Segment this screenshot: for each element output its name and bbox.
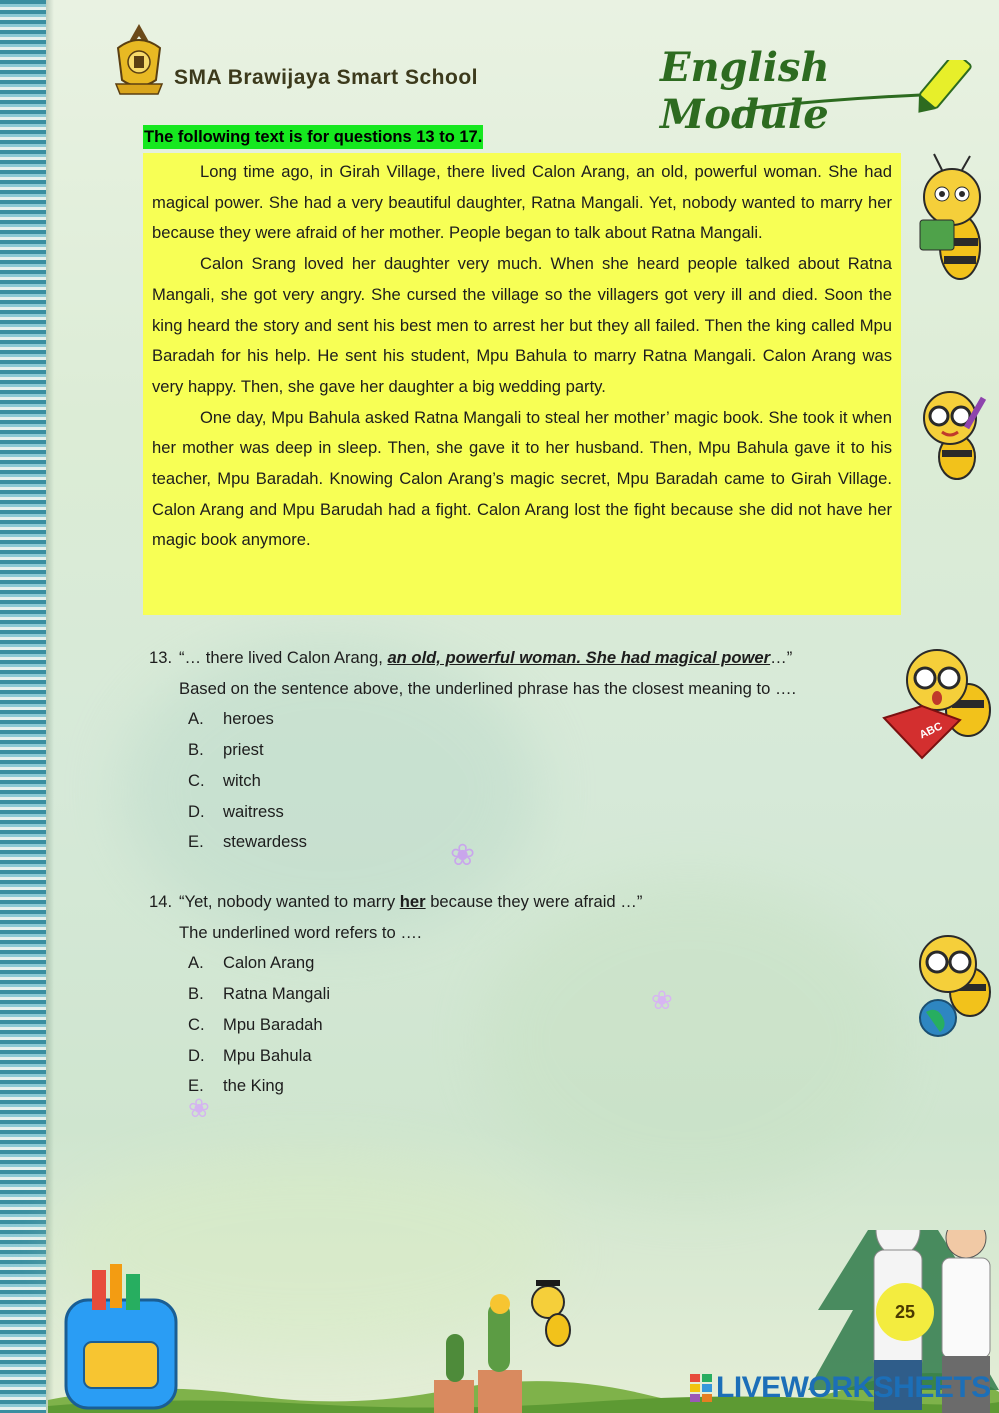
flower-icon: ❀ (188, 1093, 210, 1123)
option-letter: A. (188, 953, 204, 973)
question-prompt: Based on the sentence above, the underlined phrase has the closest meaning to …. (179, 678, 797, 698)
option-text: the King (223, 1076, 284, 1096)
stem-text: because they were afraid …” (425, 892, 643, 911)
answer-option[interactable] (188, 704, 796, 735)
bee-reading-icon (912, 152, 992, 287)
option-letter: B. (188, 740, 204, 760)
option-text: stewardess (223, 832, 307, 852)
option-text: Mpu Baradah (223, 1014, 323, 1034)
stem-text: “… there lived Calon Arang, (179, 648, 388, 667)
question-number: 14. (149, 892, 173, 911)
answer-option[interactable] (188, 735, 796, 766)
stem-text: …” (770, 648, 793, 667)
reading-passage (143, 153, 901, 615)
option-text: Ratna Mangali (223, 984, 331, 1004)
liveworksheets-watermark[interactable]: LIVEWORKSHEETS (716, 1371, 991, 1404)
liveworksheets-logo-icon (690, 1374, 714, 1402)
question-stem (149, 887, 642, 918)
spiral-binding (0, 0, 46, 1413)
passage-paragraph: Long time ago, in Girah Village, there lived Calon Arang, an old, powerful woman. She had magical power. She had a very beautiful daughter, Ratna Mangali. Yet, nobody wanted to marry her because they were afraid of her mother. People began to talk about Ratna Mangali. (152, 162, 892, 243)
answer-option[interactable] (188, 1071, 642, 1102)
question-prompt: The underlined word refers to …. (179, 922, 422, 942)
reading-instruction: The following text is for questions 13 to 17. (143, 125, 483, 149)
answer-option[interactable] (188, 1010, 642, 1041)
bee-book-icon (882, 640, 997, 760)
bee-globe-icon (912, 930, 997, 1040)
option-letter: E. (188, 832, 204, 852)
passage-paragraph: One day, Mpu Bahula asked Ratna Mangali to steal her mother’ magic book. She took it when her mother was deep in sleep. Then, she gave it to her husband. Then, Mpu Bahula gave it to his teacher, Mpu Baradah. Knowing Calon Arang’s magic secret, Mpu Baradah came to Girah Village. Calon Arang and Mpu Barudah had a fight. Calon Arang lost the fight because she did not have her magic book anymore. (152, 407, 892, 550)
book-label: ABC (917, 720, 945, 742)
option-text: waitress (223, 801, 284, 821)
passage-paragraph: Calon Srang loved her daughter very much. When she heard people talked about Ratna Mangali, she got very angry. She cursed the village so the villagers got very ill and died. Soon the king heard the story and sent his best men to arrest her but they all failed. Then the king called Mpu Baradah for his help. He sent his student, Mpu Bahula to marry Ratna Mangali. Calon Arang was very happy. Then, she gave her daughter a big wedding party. (152, 254, 892, 396)
answer-option[interactable] (188, 827, 796, 858)
option-text: Mpu Bahula (223, 1045, 312, 1065)
option-letter: C. (188, 770, 205, 790)
question-13 (149, 643, 796, 858)
flower-icon: ❀ (450, 839, 476, 872)
option-letter: C. (188, 1014, 205, 1034)
underlined-word: her (399, 892, 426, 911)
option-letter: B. (188, 984, 204, 1004)
answer-option[interactable] (188, 797, 796, 828)
answer-options (149, 704, 796, 858)
underlined-phrase: an old, powerful woman. She had magical power (387, 648, 771, 667)
answer-option[interactable] (188, 948, 642, 979)
option-letter: D. (188, 1045, 205, 1065)
option-letter: D. (188, 801, 205, 821)
question-number: 13. (149, 648, 173, 667)
answer-option[interactable] (188, 1041, 642, 1072)
module-title-flourish (655, 60, 995, 120)
answer-options (149, 948, 642, 1102)
option-letter: A. (188, 709, 204, 729)
option-text: priest (223, 740, 264, 760)
question-stem (149, 643, 796, 674)
school-name: SMA Brawijaya Smart School (174, 66, 478, 89)
question-14 (149, 887, 642, 1102)
stem-text: “Yet, nobody wanted to marry (179, 892, 400, 911)
option-text: heroes (223, 709, 274, 729)
option-letter: E. (188, 1076, 204, 1096)
option-text: witch (223, 770, 261, 790)
page-number-badge: 25 (876, 1283, 934, 1341)
module-title: English Module (660, 44, 830, 138)
binding-shadow (46, 0, 54, 1413)
answer-option[interactable] (188, 766, 796, 797)
bee-glasses-icon (912, 382, 997, 482)
flower-icon: ❀ (651, 985, 673, 1015)
option-text: Calon Arang (223, 953, 315, 973)
school-logo (112, 22, 166, 96)
answer-option[interactable] (188, 979, 642, 1010)
